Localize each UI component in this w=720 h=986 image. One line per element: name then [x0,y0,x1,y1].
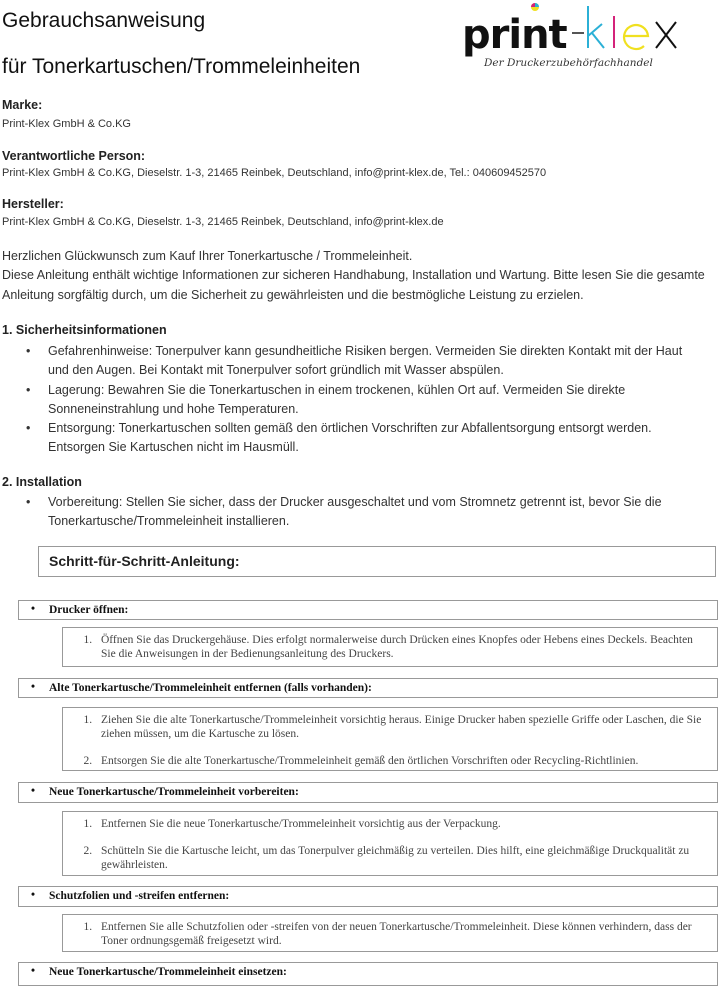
verantwortlich-value: Print-Klex GmbH & Co.KG, Dieselstr. 1-3, 21465 Reinbek, Deutschland, info@print-klex.de, Tel.: 040609452570 [2,167,547,179]
marke-label: Marke: [2,98,43,112]
step-heading: • Neue Tonerkartusche/Trommeleinheit einsetzen: [18,962,718,986]
list-item: 1. Öffnen Sie das Druckergehäuse. Dies erfolgt normalerweise durch Drücken eines Knopfes oder Hebens eines Deckels. Beachten Sie die Anweisungen in der Bedienungsanleitung des Druckers. [95,633,709,661]
list-item: • Lagerung: Bewahren Sie die Tonerkartuschen in einem trockenen, kühlen Ort auf. Vermeiden Sie direkte Sonneneinstrahlung und hohe Temperaturen. [22,381,702,420]
list-item: • Entsorgung: Tonerkartuschen sollten gemäß den örtlichen Vorschriften zur Abfallentsorgung entsorgt werden. Entsorgen Sie Kartuschen nicht im Hausmüll. [22,419,702,458]
print-klex-logo [462,2,718,72]
logo-graphic [462,2,718,72]
intro-line-2: Diese Anleitung enthält wichtige Informationen zur sicheren Handhabung, Installation und Wartung. Bitte lesen Sie die gesamte Anleitung sorgfältig durch, um die Sicherheit zu gewährleisten und die bestmögliche Leistung zu erzielen. [2,268,705,302]
list-item: 2. Entsorgen Sie die alte Tonerkartusche/Trommeleinheit gemäß den örtlichen Vorschriften oder Recycling-Richtlinien. [95,754,709,768]
section-1-title: 1. Sicherheitsinformationen [2,323,167,337]
marke-value: Print-Klex GmbH & Co.KG [2,118,131,130]
list-item: 1. Entfernen Sie die neue Tonerkartusche/Trommeleinheit vorsichtig aus der Verpackung. [95,817,709,831]
step-heading: • Alte Tonerkartusche/Trommeleinheit entfernen (falls vorhanden): [18,678,718,698]
svg-text:Der Druckerzubehörfachhandel: Der Druckerzubehörfachhandel [484,57,653,69]
step-items [62,707,718,771]
step-heading: • Neue Tonerkartusche/Trommeleinheit vorbereiten: [18,782,718,803]
step-items [62,811,718,876]
verantwortlich-label: Verantwortliche Person: [2,149,146,163]
section-2-title: 2. Installation [2,475,82,489]
list-item: 2. Schütteln Sie die Kartusche leicht, um das Tonerpulver gleichmäßig zu verteilen. Dies hilft, eine gleichmäßige Druckqualität zu gewährleisten. [95,844,709,872]
step-heading: • Drucker öffnen: [18,600,718,620]
step-items [62,914,718,952]
hersteller-label: Hersteller: [2,197,64,211]
steps-title: Schritt-für-Schritt-Anleitung: [38,546,716,577]
list-item: • Vorbereitung: Stellen Sie sicher, dass der Drucker ausgeschaltet und vom Stromnetz getrennt ist, bevor Sie die Tonerkartusche/Trommeleinheit installieren. [22,493,702,532]
step-items [62,627,718,667]
title-line-1: Gebrauchsanweisung [2,9,206,32]
title-line-2: für Tonerkartuschen/Trommeleinheiten [2,55,361,78]
list-item: 1. Ziehen Sie die alte Tonerkartusche/Trommeleinheit vorsichtig heraus. Einige Drucker haben spezielle Griffe oder Laschen, die Sie ziehen müssen, um die Kartusche zu lösen. [95,713,709,741]
list-item: 1. Entfernen Sie alle Schutzfolien oder -streifen von der neuen Tonerkartusche/Trommeleinheit. Diese können verhindern, dass der Toner ordnungsgemäß freigesetzt wird. [95,920,709,948]
step-heading: • Schutzfolien und -streifen entfernen: [18,886,718,907]
intro [2,247,718,305]
safety-list [22,342,702,458]
installation-list [22,493,702,532]
svg-text:print: print [462,12,567,58]
hersteller-value: Print-Klex GmbH & Co.KG, Dieselstr. 1-3, 21465 Reinbek, Deutschland, info@print-klex.de [2,216,444,228]
intro-line-1: Herzlichen Glückwunsch zum Kauf Ihrer Tonerkartusche / Trommeleinheit. [2,249,413,263]
list-item: • Gefahrenhinweise: Tonerpulver kann gesundheitliche Risiken bergen. Vermeiden Sie direkten Kontakt mit der Haut und den Augen. Bei Kontakt mit Tonerpulver sofort gründlich mit Wasser abspülen. [22,342,702,381]
